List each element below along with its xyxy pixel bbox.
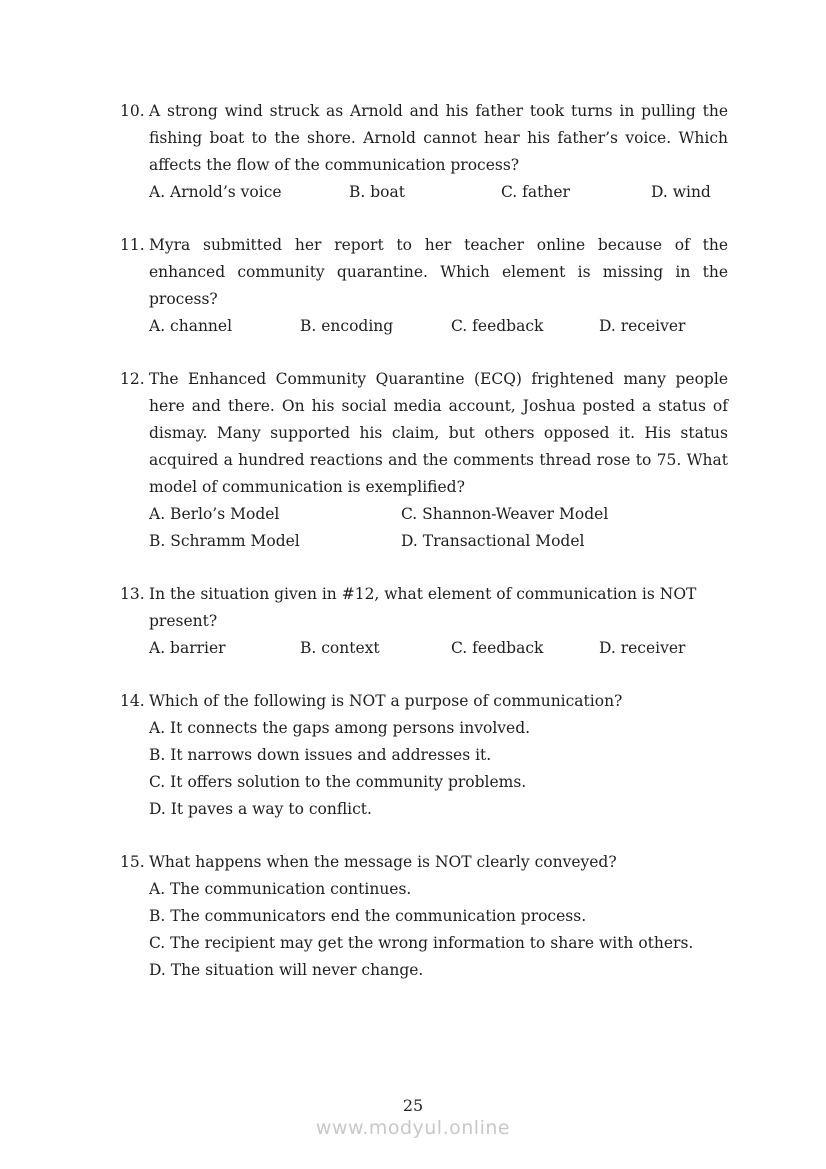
question-text: In the situation given in #12, what element of communication is NOT present? bbox=[149, 585, 697, 630]
option-b: B. context bbox=[300, 639, 380, 657]
question-body bbox=[149, 688, 728, 823]
option-a: A. The communication continues. bbox=[149, 880, 412, 898]
option-b: B. Schramm Model bbox=[149, 532, 300, 550]
questions-list bbox=[120, 98, 728, 1010]
option-a: A. Berlo’s Model bbox=[149, 505, 280, 523]
question-body bbox=[149, 98, 728, 206]
question-body bbox=[149, 366, 728, 555]
options bbox=[149, 715, 728, 823]
question-body bbox=[149, 232, 728, 340]
question-body bbox=[149, 849, 728, 984]
option-c: C. The recipient may get the wrong information to share with others. bbox=[149, 934, 694, 952]
question-text: The Enhanced Community Quarantine (ECQ) frightened many people here and there. On his social media account, Joshua posted a status of dismay. Many supported his claim, but others opposed it. His status acquired a hundred reactions and the comments thread rose to 75. What model of communication is exemplified? bbox=[149, 370, 728, 496]
options bbox=[149, 635, 728, 662]
question-12 bbox=[120, 366, 728, 555]
question-number: 15. bbox=[120, 853, 145, 871]
option-a: A. barrier bbox=[149, 639, 226, 657]
question-14 bbox=[120, 688, 728, 823]
question-number: 12. bbox=[120, 370, 145, 388]
option-c: C. feedback bbox=[451, 639, 544, 657]
options bbox=[149, 313, 728, 340]
question-13 bbox=[120, 581, 728, 662]
watermark: www.modyul.online bbox=[315, 1117, 511, 1139]
option-d: D. Transactional Model bbox=[401, 532, 585, 550]
option-c: C. father bbox=[501, 183, 570, 201]
option-a: A. Arnold’s voice bbox=[149, 183, 282, 201]
option-d: D. The situation will never change. bbox=[149, 961, 424, 979]
option-b: B. The communicators end the communication process. bbox=[149, 907, 587, 925]
question-text: Which of the following is NOT a purpose of communication? bbox=[149, 692, 623, 710]
options bbox=[149, 501, 728, 555]
question-text: A strong wind struck as Arnold and his father took turns in pulling the fishing boat to the shore. Arnold cannot hear his father’s voice. Which affects the flow of the communication process? bbox=[149, 102, 728, 174]
option-c: C. It offers solution to the community problems. bbox=[149, 773, 527, 791]
option-a: A. It connects the gaps among persons involved. bbox=[149, 719, 531, 737]
question-number: 13. bbox=[120, 585, 145, 603]
option-b: B. boat bbox=[349, 183, 405, 201]
question-number: 11. bbox=[120, 236, 145, 254]
options bbox=[149, 876, 728, 984]
option-d: D. It paves a way to conflict. bbox=[149, 800, 372, 818]
option-b: B. encoding bbox=[300, 317, 394, 335]
option-d: D. receiver bbox=[599, 639, 686, 657]
option-d: D. receiver bbox=[599, 317, 686, 335]
option-b: B. It narrows down issues and addresses it. bbox=[149, 746, 492, 764]
question-number: 10. bbox=[120, 102, 145, 120]
question-15 bbox=[120, 849, 728, 984]
option-d: D. wind bbox=[651, 183, 711, 201]
option-c: C. Shannon-Weaver Model bbox=[401, 505, 609, 523]
option-c: C. feedback bbox=[451, 317, 544, 335]
page-number: 25 bbox=[402, 1096, 424, 1115]
question-text: What happens when the message is NOT clearly conveyed? bbox=[149, 853, 617, 871]
question-10 bbox=[120, 98, 728, 206]
question-11 bbox=[120, 232, 728, 340]
question-number: 14. bbox=[120, 692, 145, 710]
question-body bbox=[149, 581, 728, 662]
options bbox=[149, 179, 728, 206]
question-text: Myra submitted her report to her teacher online because of the enhanced community quarantine. Which element is missing in the process? bbox=[149, 236, 728, 308]
option-a: A. channel bbox=[149, 317, 233, 335]
